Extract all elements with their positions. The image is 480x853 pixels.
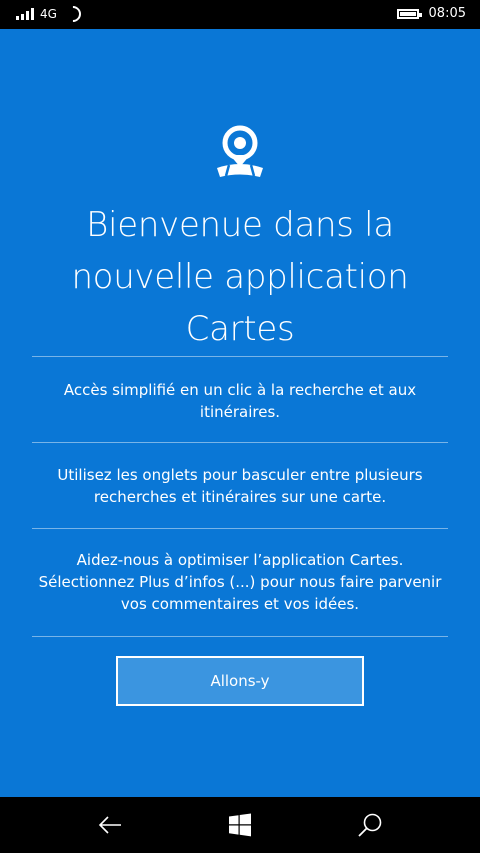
map-pin-icon [213,124,267,180]
divider [32,442,448,443]
network-type: 4G [40,7,57,21]
welcome-title: Bienvenue dans la nouvelle application Cartes [71,205,409,349]
status-right [397,6,466,21]
welcome-screen [0,29,480,797]
divider [32,636,448,637]
start-button[interactable] [200,797,280,853]
feature-text-quick-access: Accès simplifié en un clic à la recherche et aux itinéraires. [63,381,417,421]
signal-strength-icon [16,8,34,20]
battery-icon [397,9,419,19]
windows-logo-icon [228,813,252,837]
divider [32,356,448,357]
navigation-bar [0,797,480,853]
search-button[interactable] [330,797,410,853]
search-icon [357,812,383,838]
clock: 08:05 [428,6,466,21]
lets-go-button-label: Allons-y [210,672,270,690]
status-left [16,6,81,22]
divider [32,528,448,529]
back-button[interactable] [70,797,150,853]
quiet-hours-icon [62,3,85,26]
status-bar [0,0,480,29]
back-arrow-icon [97,814,123,836]
feature-text-tabs: Utilisez les onglets pour basculer entre plusieurs recherches et itinéraires sur une carte. [57,466,423,506]
feature-text-feedback: Aidez-nous à optimiser l’application Cartes. Sélectionnez Plus d’infos (...) pour nous faire parvenir vos commentaires et vos idées. [38,551,442,613]
lets-go-button[interactable] [116,656,364,706]
